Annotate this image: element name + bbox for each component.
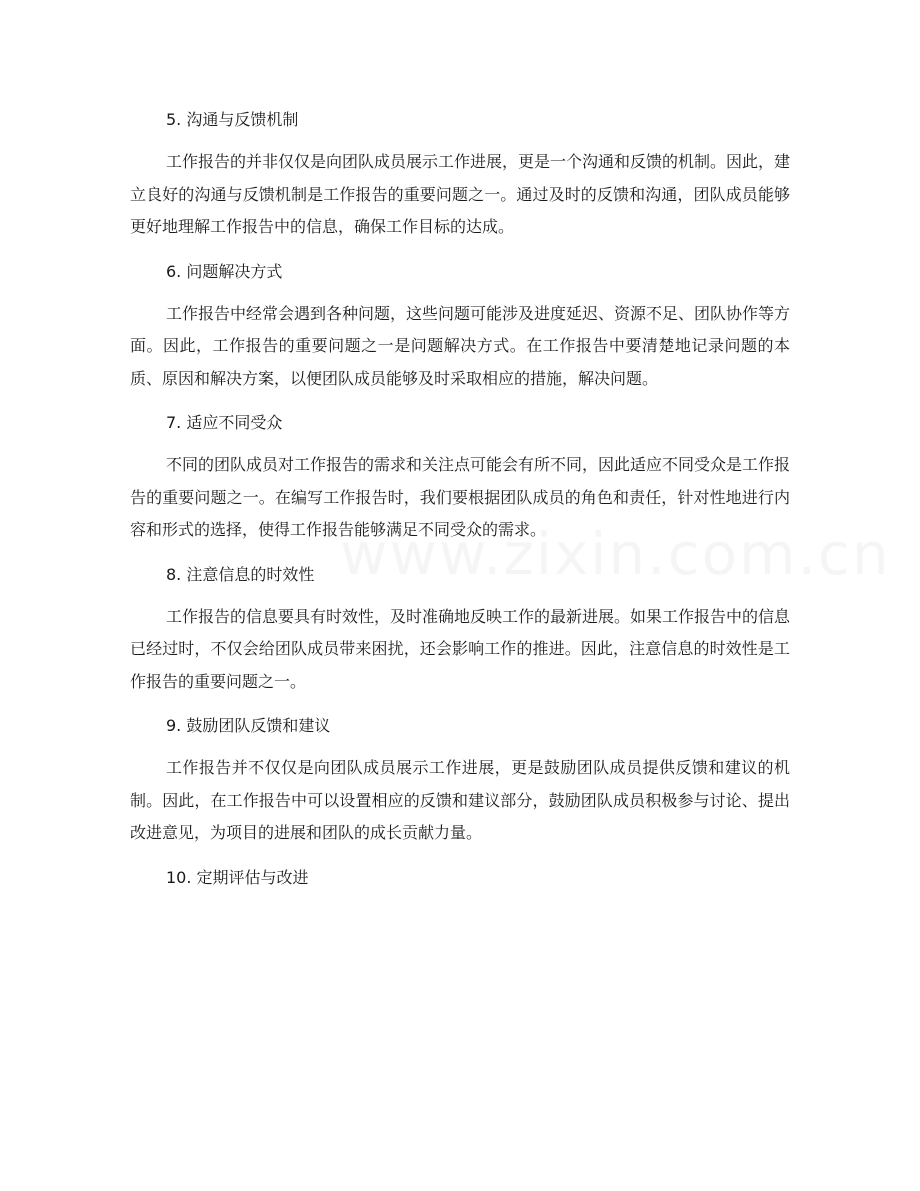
section-7-paragraph: 不同的团队成员对工作报告的需求和关注点可能会有所不同，因此适应不同受众是工作报告的重要问题之一。在编写工作报告时，我们要根据团队成员的角色和责任，针对性地进行内容和形式的选择，使得工作报告能够满足不同受众的需求。 [130, 455, 791, 539]
section-9-heading: 9. 鼓励团队反馈和建议 [166, 716, 331, 735]
section-8-heading: 8. 注意信息的时效性 [166, 564, 315, 584]
section-5-heading: 5. 沟通与反馈机制 [166, 110, 299, 129]
section-6-paragraph: 工作报告中经常会遇到各种问题，这些问题可能涉及进度延迟、资源不足、团队协作等方面。因此，工作报告的重要问题之一是问题解决方式。在工作报告中要清楚地记录问题的本质、原因和解决方案，以便团队成员能够及时采取相应的措施，解决问题。 [130, 303, 791, 388]
section-9-paragraph: 工作报告并不仅仅是向团队成员展示工作进展，更是鼓励团队成员提供反馈和建议的机制。因此，在工作报告中可以设置相应的反馈和建议部分，鼓励团队成员积极参与讨论、提出改进意见，为项目的进展和团队的成长贡献力量。 [130, 758, 790, 842]
section-6-heading: 6. 问题解决方式 [166, 261, 283, 281]
document-body [130, 104, 790, 904]
section-10-heading: 10. 定期评估与改进 [166, 867, 309, 887]
section-5-paragraph: 工作报告的并非仅仅是向团队成员展示工作进展，更是一个沟通和反馈的机制。因此，建立良好的沟通与反馈机制是工作报告的重要问题之一。通过及时的反馈和沟通，团队成员能够更好地理解工作报告中的信息，确保工作目标的达成。 [130, 152, 791, 236]
section-8-paragraph: 工作报告的信息要具有时效性，及时准确地反映工作的最新进展。如果工作报告中的信息已经过时，不仅会给团队成员带来困扰，还会影响工作的推进。因此，注意信息的时效性是工作报告的重要问题之一。 [130, 606, 791, 691]
section-7-heading: 7. 适应不同受众 [166, 413, 283, 432]
